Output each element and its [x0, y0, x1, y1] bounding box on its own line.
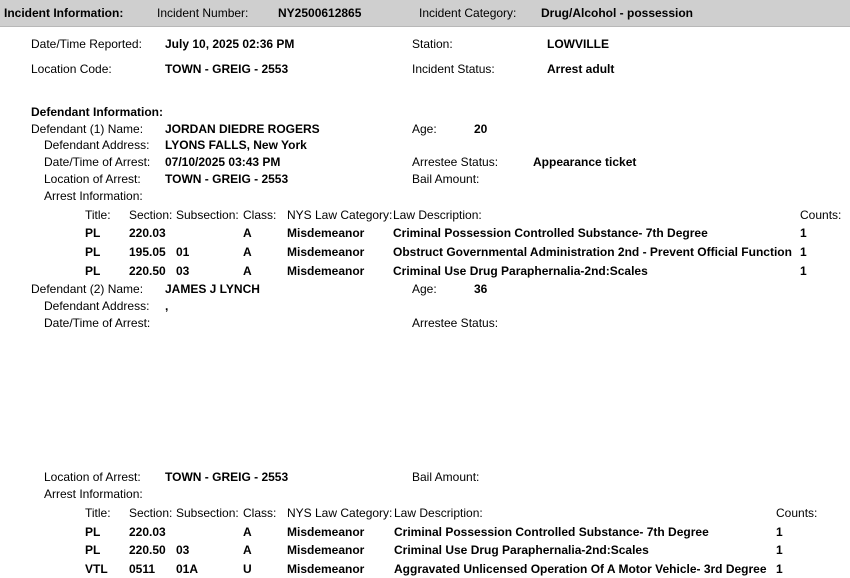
charge-description: Criminal Use Drug Paraphernalia-2nd:Scales: [393, 264, 648, 278]
incident-information-heading: Incident Information:: [4, 6, 124, 20]
charge-counts: 1: [800, 264, 807, 278]
incident-number-value: NY2500612865: [278, 6, 362, 20]
charges1-header-title: Title:: [85, 208, 111, 222]
incident-status-value: Arrest adult: [547, 62, 615, 76]
charge-section: 220.50: [129, 543, 166, 557]
charge-category: Misdemeanor: [287, 562, 365, 576]
defendant1-address-value: LYONS FALLS, New York: [165, 138, 307, 152]
defendant2-name-value: JAMES J LYNCH: [165, 282, 260, 296]
charge-description: Aggravated Unlicensed Operation Of A Motor Vehicle- 3rd Degree: [394, 562, 767, 576]
defendant1-bail-label: Bail Amount:: [412, 172, 480, 186]
charge-subsection: 01: [176, 245, 190, 259]
defendant2-location-value: TOWN - GREIG - 2553: [165, 470, 289, 484]
charge-subsection: 01A: [176, 562, 199, 576]
charge-counts: 1: [800, 226, 807, 240]
defendant2-arrest-info-label: Arrest Information:: [44, 487, 143, 501]
defendant1-arrestee-status-label: Arrestee Status:: [412, 155, 499, 169]
charges2-header-section: Section:: [129, 506, 173, 520]
charge-section: 220.50: [129, 264, 166, 278]
charge-counts: 1: [776, 543, 783, 557]
charge-category: Misdemeanor: [287, 226, 365, 240]
defendant2-bail-label: Bail Amount:: [412, 470, 480, 484]
charge-description: Criminal Possession Controlled Substance- 7th Degree: [394, 525, 709, 539]
defendant1-arrest-time-label: Date/Time of Arrest:: [44, 155, 151, 169]
charge-section: 195.05: [129, 245, 166, 259]
defendant2-location-label: Location of Arrest:: [44, 470, 141, 484]
charge-section: 0511: [129, 562, 156, 576]
charges2-header-class: Class:: [243, 506, 277, 520]
date-reported-label: Date/Time Reported:: [31, 37, 142, 51]
incident-category-value: Drug/Alcohol - possession: [541, 6, 694, 20]
incident-number-label: Incident Number:: [157, 6, 249, 20]
location-code-value: TOWN - GREIG - 2553: [165, 62, 289, 76]
defendant1-arrest-time-value: 07/10/2025 03:43 PM: [165, 155, 281, 169]
charge-subsection: 03: [176, 543, 190, 557]
charge-counts: 1: [800, 245, 807, 259]
charge-subsection: 03: [176, 264, 190, 278]
charge-class: A: [243, 245, 252, 259]
defendant1-location-value: TOWN - GREIG - 2553: [165, 172, 289, 186]
defendant1-address-label: Defendant Address:: [44, 138, 150, 152]
charges1-header-nys-category: NYS Law Category:: [287, 208, 393, 222]
charges2-header-counts: Counts:: [776, 506, 818, 520]
charge-category: Misdemeanor: [287, 525, 365, 539]
station-label: Station:: [412, 37, 453, 51]
charges1-header-section: Section:: [129, 208, 173, 222]
charge-title: PL: [85, 525, 101, 539]
date-reported-value: July 10, 2025 02:36 PM: [165, 37, 295, 51]
defendant1-name-value: JORDAN DIEDRE ROGERS: [165, 122, 320, 136]
charge-category: Misdemeanor: [287, 264, 365, 278]
defendant1-arrestee-status-value: Appearance ticket: [533, 155, 637, 169]
defendant2-arrestee-status-label: Arrestee Status:: [412, 316, 499, 330]
defendant2-address-value: ,: [165, 299, 169, 313]
defendant1-age-label: Age:: [412, 122, 437, 136]
defendant1-arrest-info-label: Arrest Information:: [44, 189, 143, 203]
charges1-header-subsection: Subsection:: [176, 208, 239, 222]
defendant1-age-value: 20: [474, 122, 488, 136]
charge-title: PL: [85, 543, 101, 557]
charges2-header-nys-category: NYS Law Category:: [287, 506, 393, 520]
charge-class: A: [243, 264, 252, 278]
charge-title: VTL: [85, 562, 108, 576]
charges2-header-subsection: Subsection:: [176, 506, 239, 520]
charge-title: PL: [85, 226, 101, 240]
defendant2-age-label: Age:: [412, 282, 437, 296]
charge-category: Misdemeanor: [287, 543, 365, 557]
defendant2-arrest-time-label: Date/Time of Arrest:: [44, 316, 151, 330]
location-code-label: Location Code:: [31, 62, 112, 76]
charge-title: PL: [85, 264, 101, 278]
charge-description: Obstruct Governmental Administration 2nd - Prevent Official Function: [393, 245, 792, 259]
charges1-header-law-description: Law Description:: [393, 208, 482, 222]
defendant2-name-label: Defendant (2) Name:: [31, 282, 144, 296]
charge-counts: 1: [776, 525, 783, 539]
incident-status-label: Incident Status:: [412, 62, 495, 76]
charge-title: PL: [85, 245, 101, 259]
charge-description: Criminal Use Drug Paraphernalia-2nd:Scales: [394, 543, 649, 557]
charge-section: 220.03: [129, 226, 166, 240]
charges1-header-counts: Counts:: [800, 208, 842, 222]
defendant2-address-label: Defendant Address:: [44, 299, 150, 313]
defendant-information-heading: Defendant Information:: [31, 105, 163, 119]
incident-category-label: Incident Category:: [419, 6, 517, 20]
defendant2-age-value: 36: [474, 282, 488, 296]
charge-class: U: [243, 562, 252, 576]
station-value: LOWVILLE: [547, 37, 609, 51]
charge-class: A: [243, 226, 252, 240]
charges2-header-law-description: Law Description:: [394, 506, 483, 520]
charge-class: A: [243, 525, 252, 539]
charges2-header-title: Title:: [85, 506, 111, 520]
charge-counts: 1: [776, 562, 783, 576]
defendant1-location-label: Location of Arrest:: [44, 172, 141, 186]
charges1-header-class: Class:: [243, 208, 277, 222]
charge-category: Misdemeanor: [287, 245, 365, 259]
charge-section: 220.03: [129, 525, 166, 539]
charge-class: A: [243, 543, 252, 557]
defendant1-name-label: Defendant (1) Name:: [31, 122, 144, 136]
charge-description: Criminal Possession Controlled Substance- 7th Degree: [393, 226, 708, 240]
